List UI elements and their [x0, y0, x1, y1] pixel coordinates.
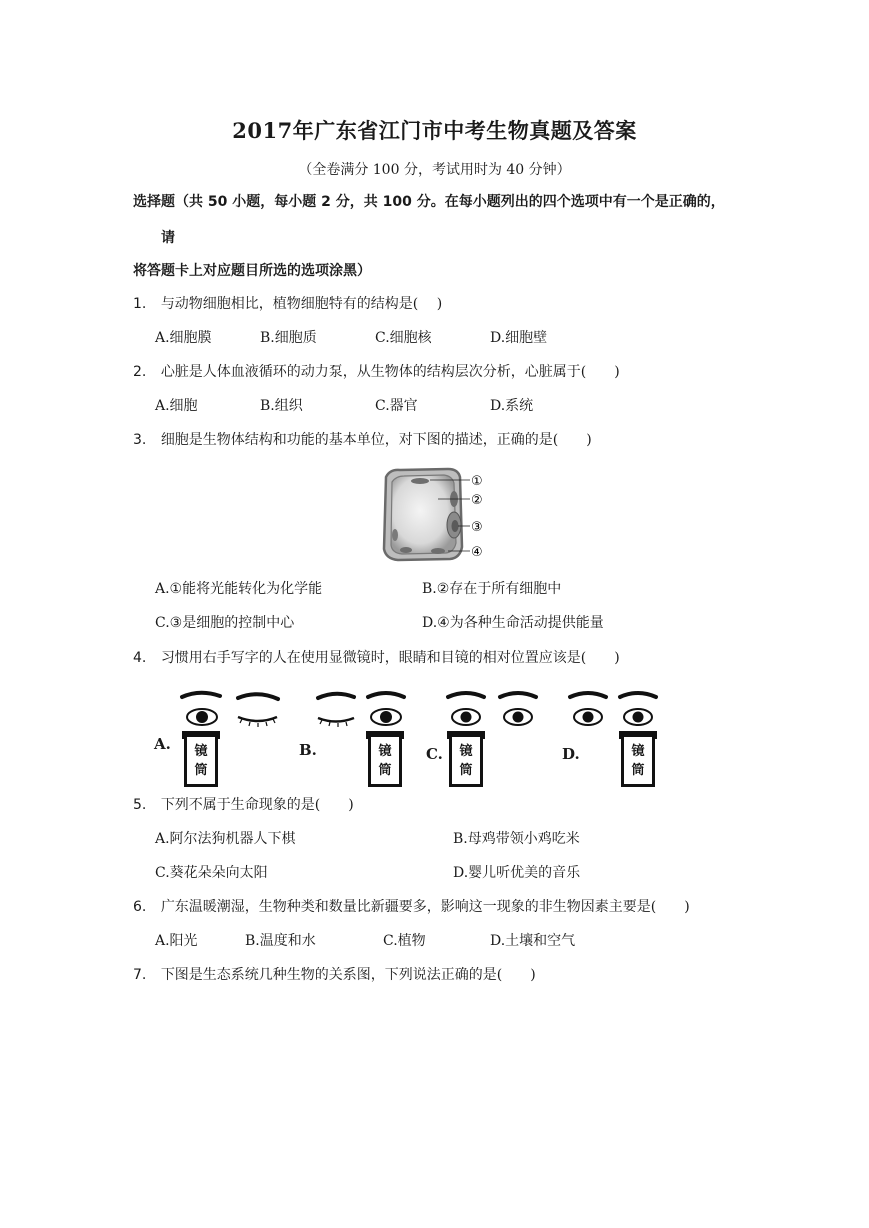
plant-cell-diagram — [378, 465, 493, 565]
question-6 — [133, 898, 690, 916]
option-d-eyes — [570, 693, 656, 725]
q2-option-a: A.细胞 — [155, 398, 198, 414]
question-text: 心脏是人体血液循环的动力泵，从生物体的结构层次分析，心脏属于( ) — [160, 364, 620, 380]
plant-cell-figure — [378, 465, 493, 565]
question-1 — [133, 295, 442, 313]
q5-option-c: C.葵花朵朵向太阳 — [155, 865, 268, 881]
q6-option-a: A.阳光 — [155, 933, 198, 949]
tube-d-label-1: 镜 — [631, 744, 645, 759]
tube-b — [368, 737, 402, 787]
tube-c-label-1: 镜 — [459, 744, 473, 759]
q1-option-c: C.细胞核 — [375, 330, 432, 346]
tube-c — [449, 737, 483, 787]
cell-label-4: ④ — [471, 545, 483, 560]
q3-option-d: D.④为各种生命活动提供能量 — [422, 615, 604, 631]
section-instruction-line3: 将答题卡上对应题目所选的选项涂黑） — [133, 263, 371, 279]
question-number: 5. — [133, 797, 147, 813]
q4-option-d-letter: D. — [562, 745, 580, 763]
question-number: 7. — [133, 967, 147, 983]
q3-option-a: A.①能将光能转化为化学能 — [155, 581, 323, 597]
tube-d-label-2: 筒 — [631, 763, 645, 778]
tube-a — [184, 737, 218, 787]
question-3 — [133, 431, 592, 449]
option-c-eyes — [448, 693, 536, 725]
question-number: 2. — [133, 364, 147, 380]
cell-label-1: ① — [471, 474, 483, 489]
tube-c-label-2: 筒 — [459, 763, 473, 778]
question-text: 广东温暖潮湿，生物种类和数量比新疆要多，影响这一现象的非生物因素主要是( ) — [160, 899, 690, 915]
q3-option-c: C.③是细胞的控制中心 — [155, 615, 295, 631]
option-a-eyes — [182, 693, 278, 727]
q1-option-a: A.细胞膜 — [155, 330, 212, 346]
page-title: 2017年广东省江门市中考生物真题及答案 — [232, 118, 637, 143]
q5-option-d: D.婴儿听优美的音乐 — [453, 865, 581, 881]
question-2 — [133, 363, 620, 381]
eye-drawings — [150, 685, 670, 785]
q2-option-c: C.器官 — [375, 398, 418, 414]
q5-option-a: A.阿尔法狗机器人下棋 — [155, 831, 296, 847]
section-instruction-line1: 选择题（共 50 小题，每小题 2 分，共 100 分。在每小题列出的四个选项中有一个是正确的， — [133, 194, 725, 210]
q2-option-d: D.系统 — [490, 398, 534, 414]
question-number: 6. — [133, 899, 147, 915]
tube-b-label-2: 筒 — [378, 763, 392, 778]
q1-option-d: D.细胞壁 — [490, 330, 548, 346]
tube-d — [621, 737, 655, 787]
q6-option-b: B.温度和水 — [245, 933, 316, 949]
q3-option-b: B.②存在于所有细胞中 — [422, 581, 562, 597]
q4-option-c-letter: C. — [426, 745, 443, 763]
question-text: 与动物细胞相比，植物细胞特有的结构是( ) — [160, 296, 443, 312]
q6-option-d: D.土壤和空气 — [490, 933, 576, 949]
option-b-eyes — [318, 693, 404, 727]
q2-option-b: B.组织 — [260, 398, 303, 414]
cell-label-3: ③ — [471, 520, 483, 535]
q4-option-a-letter: A. — [154, 735, 171, 753]
page-subtitle: （全卷满分 100 分，考试用时为 40 分钟） — [298, 162, 571, 178]
tube-a-label-2: 筒 — [194, 763, 208, 778]
q5-option-b: B.母鸡带领小鸡吃米 — [453, 831, 580, 847]
tube-b-label-1: 镜 — [378, 744, 392, 759]
question-number: 1. — [133, 296, 147, 312]
question-text: 下图是生态系统几种生物的关系图，下列说法正确的是( ) — [160, 967, 536, 983]
q6-option-c: C.植物 — [383, 933, 426, 949]
question-5 — [133, 796, 354, 814]
cell-label-2: ② — [471, 493, 483, 508]
microscope-eye-options — [150, 685, 670, 785]
question-text: 习惯用右手写字的人在使用显微镜时，眼睛和目镜的相对位置应该是( ) — [160, 650, 620, 666]
question-text: 下列不属于生命现象的是( ) — [160, 797, 354, 813]
question-number: 3. — [133, 432, 147, 448]
question-4 — [133, 649, 620, 667]
tube-a-label-1: 镜 — [194, 744, 208, 759]
q4-option-b-letter: B. — [299, 741, 317, 759]
section-instruction-line2: 请 — [161, 230, 175, 246]
question-text: 细胞是生物体结构和功能的基本单位，对下图的描述，正确的是( ) — [160, 432, 592, 448]
q1-option-b: B.细胞质 — [260, 330, 317, 346]
question-number: 4. — [133, 650, 147, 666]
question-7 — [133, 966, 536, 984]
